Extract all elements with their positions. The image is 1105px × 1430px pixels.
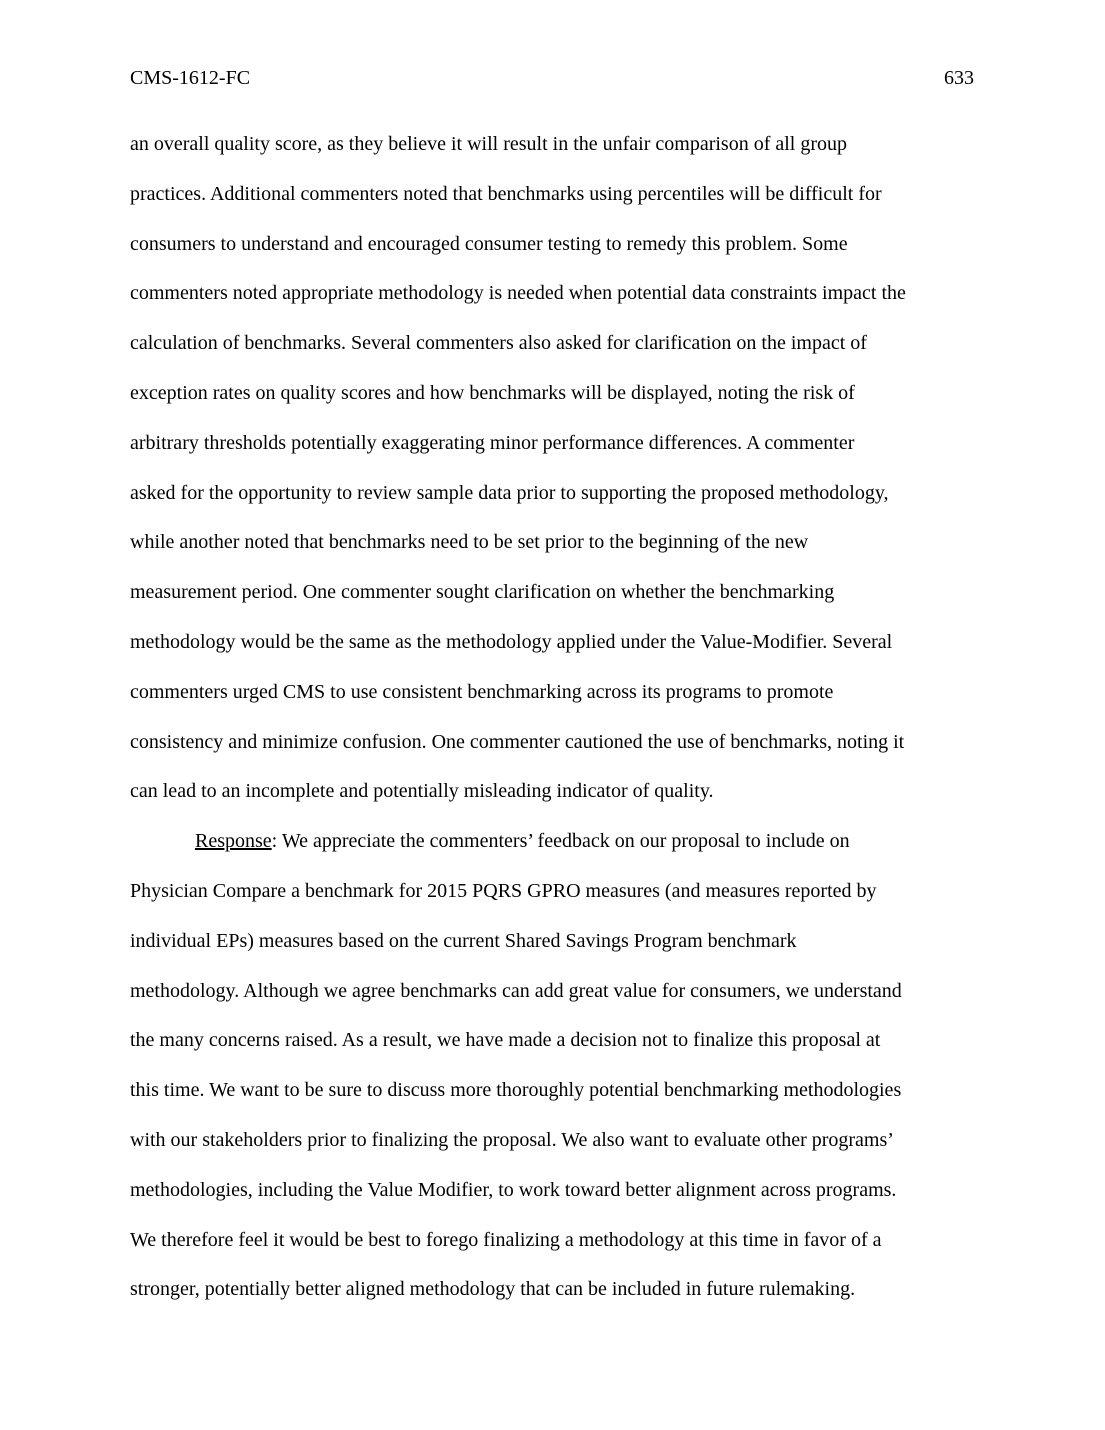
text-line: methodology would be the same as the methodology applied under the Value-Modifier. Several [130,630,893,653]
text-line: practices. Additional commenters noted that benchmarks using percentiles will be difficult for [130,182,882,205]
text-line: can lead to an incomplete and potentially misleading indicator of quality. [130,780,714,803]
paragraph-comments [130,131,976,828]
text-line: methodologies, including the Value Modifier, to work toward better alignment across programs. [130,1178,897,1201]
text-line: methodology. Although we agree benchmarks can add great value for consumers, we understand [130,979,902,1002]
text-line: We therefore feel it would be best to forego finalizing a methodology at this time in favor of a [130,1228,882,1251]
text-line: the many concerns raised. As a result, we have made a decision not to finalize this proposal at [130,1029,881,1052]
text-line: commenters noted appropriate methodology is needed when potential data constraints impact the [130,282,906,305]
text-line: consumers to understand and encouraged consumer testing to remedy this problem. Some [130,232,848,255]
text-line: arbitrary thresholds potentially exaggerating minor performance differences. A commenter [130,431,855,454]
text-line: consistency and minimize confusion. One commenter cautioned the use of benchmarks, noting it [130,730,905,753]
text-line: exception rates on quality scores and how benchmarks will be displayed, noting the risk of [130,381,855,404]
text-line: calculation of benchmarks. Several commenters also asked for clarification on the impact of [130,332,867,355]
text-line: individual EPs) measures based on the current Shared Savings Program benchmark [130,929,797,952]
text-line: while another noted that benchmarks need to be set prior to the beginning of the new [130,531,809,554]
text-line: this time. We want to be sure to discuss more thoroughly potential benchmarking methodologies [130,1079,902,1102]
page-number: 633 [944,67,974,89]
document-id: CMS-1612-FC [130,67,251,89]
text-line: stronger, potentially better aligned methodology that can be included in future rulemaking. [130,1278,856,1301]
response-label: Response [195,830,272,853]
text-line: an overall quality score, as they believe it will result in the unfair comparison of all group [130,133,848,155]
text-line: measurement period. One commenter sought clarification on whether the benchmarking [130,581,835,604]
response-first-line [130,828,976,878]
paragraph-response [130,828,976,1326]
text-line: Physician Compare a benchmark for 2015 PQRS GPRO measures (and measures reported by [130,879,877,902]
text-line: with our stakeholders prior to finalizing the proposal. We also want to evaluate other programs’ [130,1128,894,1151]
text-line: commenters urged CMS to use consistent benchmarking across its programs to promote [130,680,834,703]
response-first-line-text: : We appreciate the commenters’ feedback on our proposal to include on [271,830,850,853]
text-line: asked for the opportunity to review sample data prior to supporting the proposed methodology, [130,481,889,504]
body-text [130,131,976,1326]
